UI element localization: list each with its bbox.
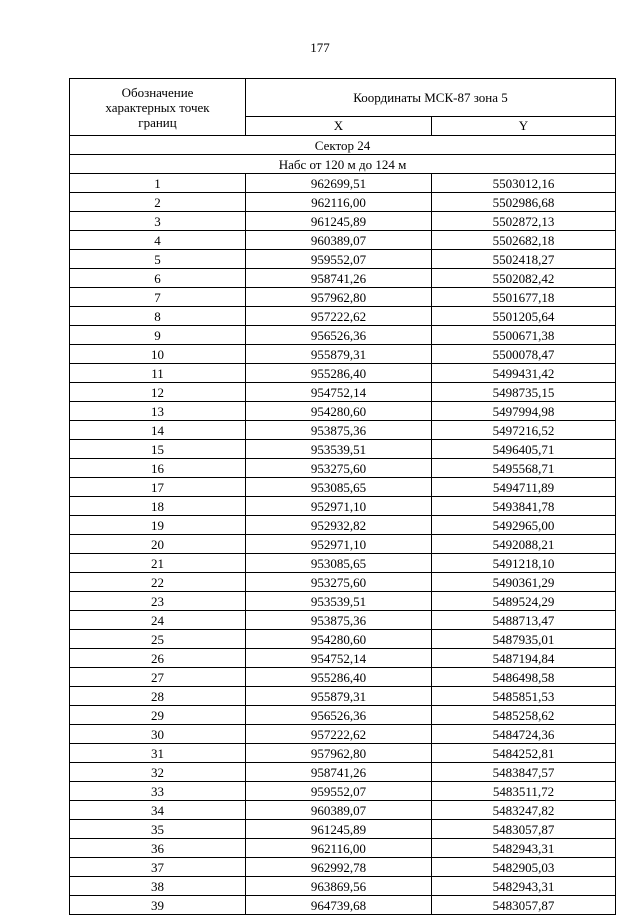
table-row xyxy=(70,801,616,820)
table-row xyxy=(70,326,616,345)
x-coordinate-cell: 958741,26 xyxy=(246,763,432,782)
point-number-cell: 9 xyxy=(70,326,246,345)
x-coordinate-cell: 955286,40 xyxy=(246,668,432,687)
point-number-cell: 35 xyxy=(70,820,246,839)
coordinates-header: Координаты МСК-87 зона 5 xyxy=(246,79,616,117)
point-number-cell: 15 xyxy=(70,440,246,459)
x-coordinate-cell: 960389,07 xyxy=(246,801,432,820)
y-coordinate-cell: 5497216,52 xyxy=(432,421,616,440)
point-header-line-1: Обозначение xyxy=(121,84,194,100)
point-number-cell: 8 xyxy=(70,307,246,326)
table-row xyxy=(70,535,616,554)
table-row xyxy=(70,573,616,592)
point-number-cell: 37 xyxy=(70,858,246,877)
y-coordinate-cell: 5494711,89 xyxy=(432,478,616,497)
coordinates-table xyxy=(69,78,616,915)
y-coordinate-cell: 5503012,16 xyxy=(432,174,616,193)
x-coordinate-cell: 953275,60 xyxy=(246,459,432,478)
y-coordinate-cell: 5502986,68 xyxy=(432,193,616,212)
point-number-cell: 21 xyxy=(70,554,246,573)
y-coordinate-cell: 5490361,29 xyxy=(432,573,616,592)
x-coordinate-cell: 953875,36 xyxy=(246,421,432,440)
point-number-cell: 14 xyxy=(70,421,246,440)
y-coordinate-cell: 5501205,64 xyxy=(432,307,616,326)
y-coordinate-cell: 5483057,87 xyxy=(432,820,616,839)
x-coordinate-cell: 962992,78 xyxy=(246,858,432,877)
x-coordinate-cell: 957222,62 xyxy=(246,725,432,744)
y-coordinate-cell: 5483247,82 xyxy=(432,801,616,820)
y-coordinate-cell: 5487935,01 xyxy=(432,630,616,649)
y-coordinate-cell: 5482943,31 xyxy=(432,877,616,896)
point-number-cell: 6 xyxy=(70,269,246,288)
x-coordinate-cell: 958741,26 xyxy=(246,269,432,288)
point-number-cell: 31 xyxy=(70,744,246,763)
point-number-cell: 1 xyxy=(70,174,246,193)
table-row xyxy=(70,554,616,573)
x-coordinate-cell: 959552,07 xyxy=(246,250,432,269)
y-coordinate-cell: 5496405,71 xyxy=(432,440,616,459)
x-coordinate-cell: 955879,31 xyxy=(246,345,432,364)
x-coordinate-cell: 953275,60 xyxy=(246,573,432,592)
y-coordinate-cell: 5484252,81 xyxy=(432,744,616,763)
table-row xyxy=(70,212,616,231)
point-number-cell: 27 xyxy=(70,668,246,687)
point-number-cell: 7 xyxy=(70,288,246,307)
table-row xyxy=(70,269,616,288)
point-number-cell: 24 xyxy=(70,611,246,630)
height-range: Набс от 120 м до 124 м xyxy=(70,155,616,174)
point-number-cell: 34 xyxy=(70,801,246,820)
table-row xyxy=(70,858,616,877)
y-coordinate-cell: 5482943,31 xyxy=(432,839,616,858)
point-number-cell: 13 xyxy=(70,402,246,421)
table-row xyxy=(70,896,616,915)
y-header: Y xyxy=(432,116,616,135)
x-coordinate-cell: 953875,36 xyxy=(246,611,432,630)
x-coordinate-cell: 954280,60 xyxy=(246,402,432,421)
y-coordinate-cell: 5498735,15 xyxy=(432,383,616,402)
point-number-cell: 23 xyxy=(70,592,246,611)
x-coordinate-cell: 957222,62 xyxy=(246,307,432,326)
point-number-cell: 36 xyxy=(70,839,246,858)
table-row xyxy=(70,687,616,706)
y-coordinate-cell: 5483847,57 xyxy=(432,763,616,782)
point-number-cell: 28 xyxy=(70,687,246,706)
y-coordinate-cell: 5483511,72 xyxy=(432,782,616,801)
x-coordinate-cell: 956526,36 xyxy=(246,326,432,345)
y-coordinate-cell: 5483057,87 xyxy=(432,896,616,915)
x-coordinate-cell: 964739,68 xyxy=(246,896,432,915)
table-row xyxy=(70,725,616,744)
point-number-cell: 17 xyxy=(70,478,246,497)
x-coordinate-cell: 962116,00 xyxy=(246,193,432,212)
y-coordinate-cell: 5500671,38 xyxy=(432,326,616,345)
x-coordinate-cell: 953539,51 xyxy=(246,592,432,611)
x-header: X xyxy=(246,116,432,135)
x-coordinate-cell: 954752,14 xyxy=(246,383,432,402)
table-row xyxy=(70,820,616,839)
y-coordinate-cell: 5495568,71 xyxy=(432,459,616,478)
x-coordinate-cell: 954752,14 xyxy=(246,649,432,668)
point-number-cell: 10 xyxy=(70,345,246,364)
x-coordinate-cell: 953085,65 xyxy=(246,554,432,573)
point-number-cell: 29 xyxy=(70,706,246,725)
table-row xyxy=(70,345,616,364)
point-number-cell: 4 xyxy=(70,231,246,250)
table-row xyxy=(70,763,616,782)
x-coordinate-cell: 963869,56 xyxy=(246,877,432,896)
y-coordinate-cell: 5501677,18 xyxy=(432,288,616,307)
point-number-cell: 32 xyxy=(70,763,246,782)
coordinates-table-body xyxy=(70,79,616,915)
table-row xyxy=(70,193,616,212)
point-designation-header xyxy=(70,79,246,136)
x-coordinate-cell: 961245,89 xyxy=(246,820,432,839)
y-coordinate-cell: 5499431,42 xyxy=(432,364,616,383)
table-row xyxy=(70,364,616,383)
point-number-cell: 26 xyxy=(70,649,246,668)
point-number-cell: 11 xyxy=(70,364,246,383)
point-number-cell: 2 xyxy=(70,193,246,212)
table-row xyxy=(70,839,616,858)
x-coordinate-cell: 952971,10 xyxy=(246,497,432,516)
point-number-cell: 33 xyxy=(70,782,246,801)
table-row xyxy=(70,174,616,193)
x-coordinate-cell: 952932,82 xyxy=(246,516,432,535)
table-row xyxy=(70,668,616,687)
table-row xyxy=(70,744,616,763)
header-row xyxy=(70,79,616,117)
table-row xyxy=(70,611,616,630)
sector-title: Сектор 24 xyxy=(70,136,616,155)
point-number-cell: 18 xyxy=(70,497,246,516)
y-coordinate-cell: 5502682,18 xyxy=(432,231,616,250)
y-coordinate-cell: 5486498,58 xyxy=(432,668,616,687)
table-row xyxy=(70,497,616,516)
table-row xyxy=(70,782,616,801)
table-row xyxy=(70,402,616,421)
height-range-row xyxy=(70,155,616,174)
table-row xyxy=(70,459,616,478)
table-row xyxy=(70,383,616,402)
point-number-cell: 38 xyxy=(70,877,246,896)
table-row xyxy=(70,877,616,896)
table-row xyxy=(70,288,616,307)
y-coordinate-cell: 5497994,98 xyxy=(432,402,616,421)
point-number-cell: 20 xyxy=(70,535,246,554)
x-coordinate-cell: 955879,31 xyxy=(246,687,432,706)
point-number-cell: 16 xyxy=(70,459,246,478)
y-coordinate-cell: 5493841,78 xyxy=(432,497,616,516)
x-coordinate-cell: 961245,89 xyxy=(246,212,432,231)
point-number-cell: 12 xyxy=(70,383,246,402)
table-row xyxy=(70,250,616,269)
x-coordinate-cell: 952971,10 xyxy=(246,535,432,554)
y-coordinate-cell: 5491218,10 xyxy=(432,554,616,573)
x-coordinate-cell: 960389,07 xyxy=(246,231,432,250)
table-row xyxy=(70,706,616,725)
y-coordinate-cell: 5492965,00 xyxy=(432,516,616,535)
table-row xyxy=(70,421,616,440)
point-header-line-2: характерных точек xyxy=(105,99,210,115)
table-row xyxy=(70,307,616,326)
y-coordinate-cell: 5482905,03 xyxy=(432,858,616,877)
x-coordinate-cell: 953539,51 xyxy=(246,440,432,459)
y-coordinate-cell: 5502418,27 xyxy=(432,250,616,269)
table-row xyxy=(70,630,616,649)
point-header-line-3: границ xyxy=(138,114,177,130)
page-number: 177 xyxy=(310,40,330,55)
point-number-cell: 3 xyxy=(70,212,246,231)
point-number-cell: 25 xyxy=(70,630,246,649)
point-number-cell: 19 xyxy=(70,516,246,535)
x-coordinate-cell: 953085,65 xyxy=(246,478,432,497)
table-row xyxy=(70,478,616,497)
y-coordinate-cell: 5488713,47 xyxy=(432,611,616,630)
table-row xyxy=(70,592,616,611)
y-coordinate-cell: 5484724,36 xyxy=(432,725,616,744)
table-row xyxy=(70,649,616,668)
table-row xyxy=(70,516,616,535)
x-coordinate-cell: 954280,60 xyxy=(246,630,432,649)
point-number-cell: 30 xyxy=(70,725,246,744)
y-coordinate-cell: 5500078,47 xyxy=(432,345,616,364)
y-coordinate-cell: 5489524,29 xyxy=(432,592,616,611)
x-coordinate-cell: 956526,36 xyxy=(246,706,432,725)
x-coordinate-cell: 957962,80 xyxy=(246,744,432,763)
x-coordinate-cell: 955286,40 xyxy=(246,364,432,383)
y-coordinate-cell: 5502082,42 xyxy=(432,269,616,288)
point-number-cell: 39 xyxy=(70,896,246,915)
y-coordinate-cell: 5502872,13 xyxy=(432,212,616,231)
sector-row xyxy=(70,136,616,155)
y-coordinate-cell: 5487194,84 xyxy=(432,649,616,668)
x-coordinate-cell: 959552,07 xyxy=(246,782,432,801)
point-number-cell: 5 xyxy=(70,250,246,269)
y-coordinate-cell: 5485851,53 xyxy=(432,687,616,706)
y-coordinate-cell: 5492088,21 xyxy=(432,535,616,554)
x-coordinate-cell: 962699,51 xyxy=(246,174,432,193)
table-row xyxy=(70,231,616,250)
table-row xyxy=(70,440,616,459)
point-number-cell: 22 xyxy=(70,573,246,592)
x-coordinate-cell: 962116,00 xyxy=(246,839,432,858)
x-coordinate-cell: 957962,80 xyxy=(246,288,432,307)
y-coordinate-cell: 5485258,62 xyxy=(432,706,616,725)
